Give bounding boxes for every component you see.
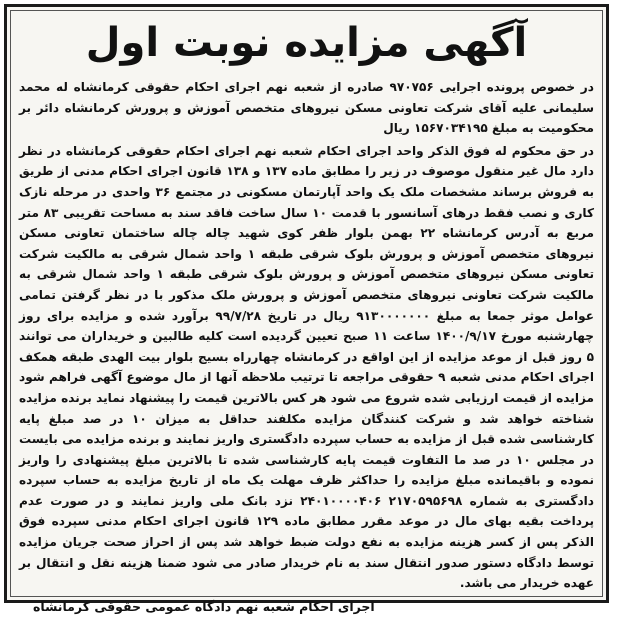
notice-signature: اجرای احکام شعبه نهم دادگاه عمومی حقوقی کرمانشاه [33, 598, 375, 614]
auction-notice [4, 4, 609, 614]
notice-paragraph-case: در خصوص پرونده اجرایی ۹۷۰۷۵۶ صادره از شعبه نهم اجرای احکام حقوقی کرمانشاه له محمد سلیمانی علیه آقای شرکت تعاونی مسکن نیروهای متخصص آموزش و پرورش کرمانشاه دائر بر محکومیت به مبلغ ۱۵۶۷۰۳۴۱۹۵ ریال [19, 80, 594, 136]
notice-paragraph-details: در حق محکوم له فوق الذکر واحد اجرای احکام شعبه نهم اجرای احکام حقوقی کرمانشاه در نظر دارد مال غیر منقول موصوف در زیر را مطابق ماده ۱۳۷ و ۱۳۸ قانون اجرای احکام مدنی از طریق به فروش برساند مشخصات ملک یک واحد آپارتمان مسکونی در مجتمع ۳۶ واحدی در مرحله نازک کاری و نصب فقط درهای آسانسور با قدمت ۱۰ سال ساخت فاقد سند به مساحت تقریبی ۸۳ متر مربع به آدرس کرمانشاه ۲۲ بهمن بلوار ظفر کوی شهید چاله چاله ساختمان تعاونی مسکن نیروهای متخصص آموزش و پرورش بلوک شرقی طبقه ۱ واحد شمال شرقی به مالکیت شرکت تعاونی مسکن نیروهای متخصص آموزش و پرورش بلوک شرقی طبقه ۱ واحد شمال شرقی به مالکیت شرکت تعاونی نیروهای متخصص آموزش و پرورش ملک مذکور با در نظر گرفتن تمامی عوامل موثر جمعا به مبلغ ۹۱۳۰۰۰۰۰۰۰ ریال در تاریخ ۹۹/۷/۲۸ برآورد شده و مزایده برای روز چهارشنبه مورخ ۱۴۰۰/۹/۱۷ ساعت ۱۱ صبح تعیین گردیده است کلیه طالبین و خریداران می توانند ۵ روز قبل از موعد مزایده از این اواقع در کرمانشاه چهارراه بسیج بلوار بیت الهدی طبقه همکف اجرای احکام مدنی شعبه ۹ حقوقی مراجعه تا ترتیب ملاحظه آنها از مال موضوع آگهی فراهم شود مزایده از قیمت ارزیابی شده شروع می شود هر کس بالاترین قیمت را پیشنهاد نماید برنده مزایده شناخته خواهد شد و شرکت کنندگان مزایده مکلفند حداقل به میزان ۱۰ در صد مبلغ پایه کارشناسی شده قبل از مزایده به حساب سپرده دادگستری واریز نمایند و برنده مزایده می بایست در مجلس ۱۰ در صد ما التفاوت قیمت پایه کارشناسی شده تا بالاترین مبلغ پیشنهادی را واریز نموده و باقیمانده مبلغ مزایده را حداکثر ظرف مهلت یک ماه از تاریخ مزایده به حساب سپرده دادگستری به شماره ۲۱۷۰۵۹۵۶۹۸ ۲۴۰۱۰۰۰۰۴۰۶ نزد بانک ملی واریز نمایند و در صورت عدم پرداخت بقیه بهای مال در موعد مقرر مطابق ماده ۱۲۹ قانون اجرای احکام مدنی سپرده فوق الذکر پس از کسر هزینه مزایده به نفع دولت ضبط خواهد شد پس از احراز صحت جریان مزایده توسط دادگاه دستور صدور انتقال سند به نام خریدار صادر می شود ضمنا هزینه نقل و انتقال بر عهده خریدار می باشد. [19, 143, 595, 591]
notice-title: آگهی مزایده نوبت اول [85, 20, 528, 66]
